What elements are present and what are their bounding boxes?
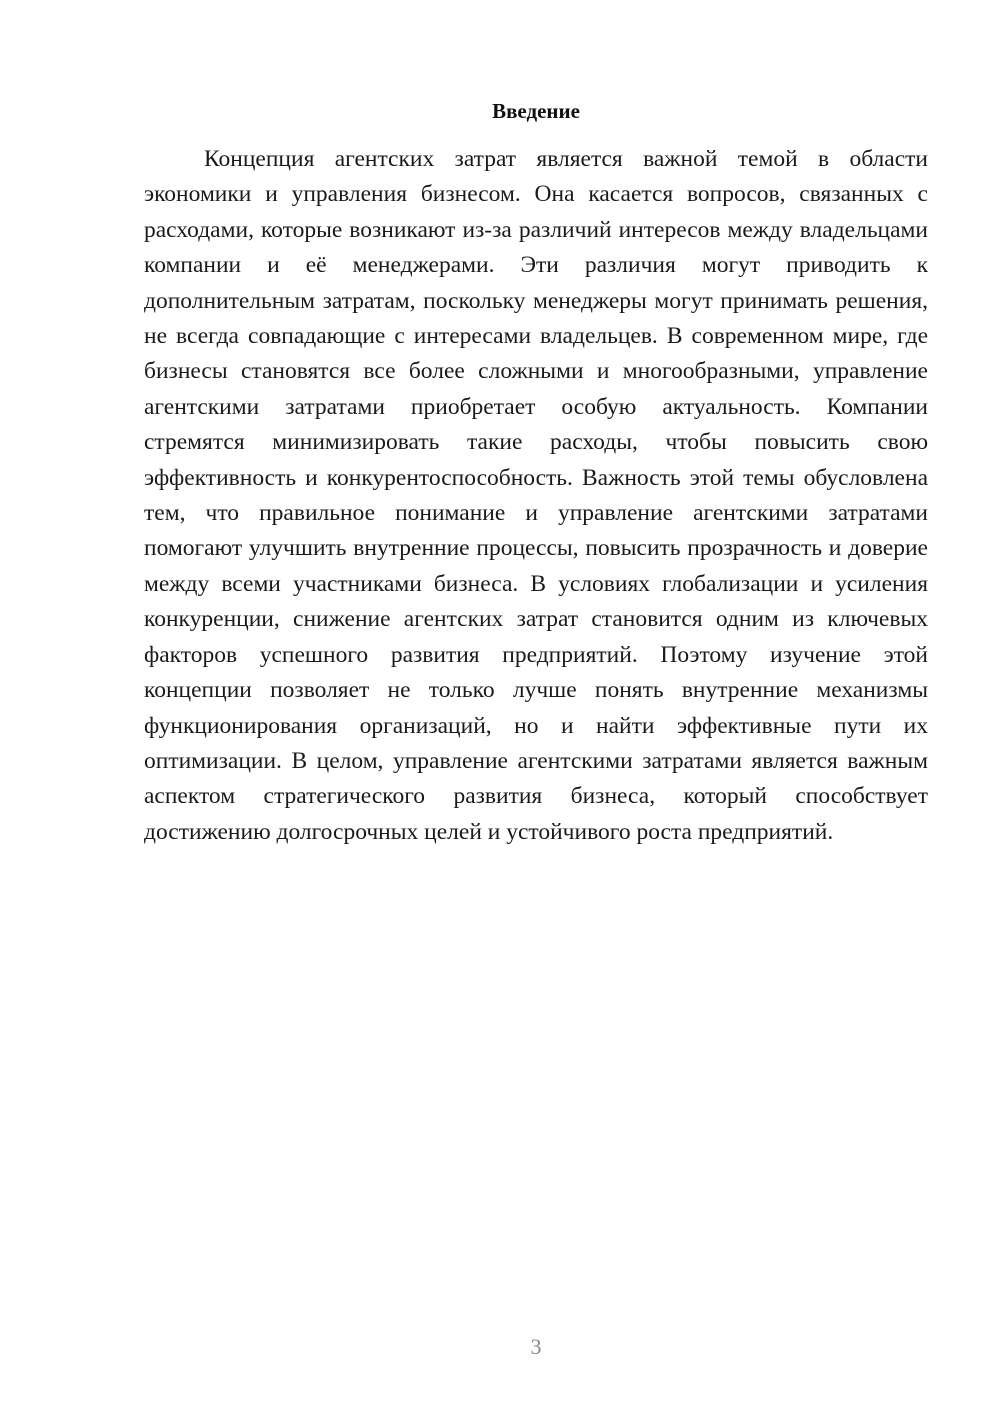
section-heading: Введение bbox=[492, 99, 580, 123]
body-paragraph: Концепция агентских затрат является важной темой в области экономики и управления бизнесом. Она касается вопросов, связанных с расходами, которые возникают из-за различий интересов между владельцами компании и её менеджерами. Эти различия могут приводить к дополнительным затратам, поскольку менеджеры могут принимать решения, не всегда совпадающие с интересами владельцев. В современном мире, где бизнесы становятся все более сложными и многообразными, управление агентскими затратами приобретает особую актуальность. Компании стремятся минимизировать такие расходы, чтобы повысить свою эффективность и конкурентоспособность. Важность этой темы обусловлена тем, что правильное понимание и управление агентскими затратами помогают улучшить внутренние процессы, повысить прозрачность и доверие между всеми участниками бизнеса. В условиях глобализации и усиления конкуренции, снижение агентских затрат становится одним из ключевых факторов успешного развития предприятий. Поэтому изучение этой концепции позволяет не только лучше понять внутренние механизмы функционирования организаций, но и найти эффективные пути их оптимизации. В целом, управление агентскими затратами является важным аспектом стратегического развития бизнеса, который способствует достижению долгосрочных целей и устойчивого роста предприятий. bbox=[144, 146, 928, 845]
page-number: 3 bbox=[530, 1334, 542, 1359]
